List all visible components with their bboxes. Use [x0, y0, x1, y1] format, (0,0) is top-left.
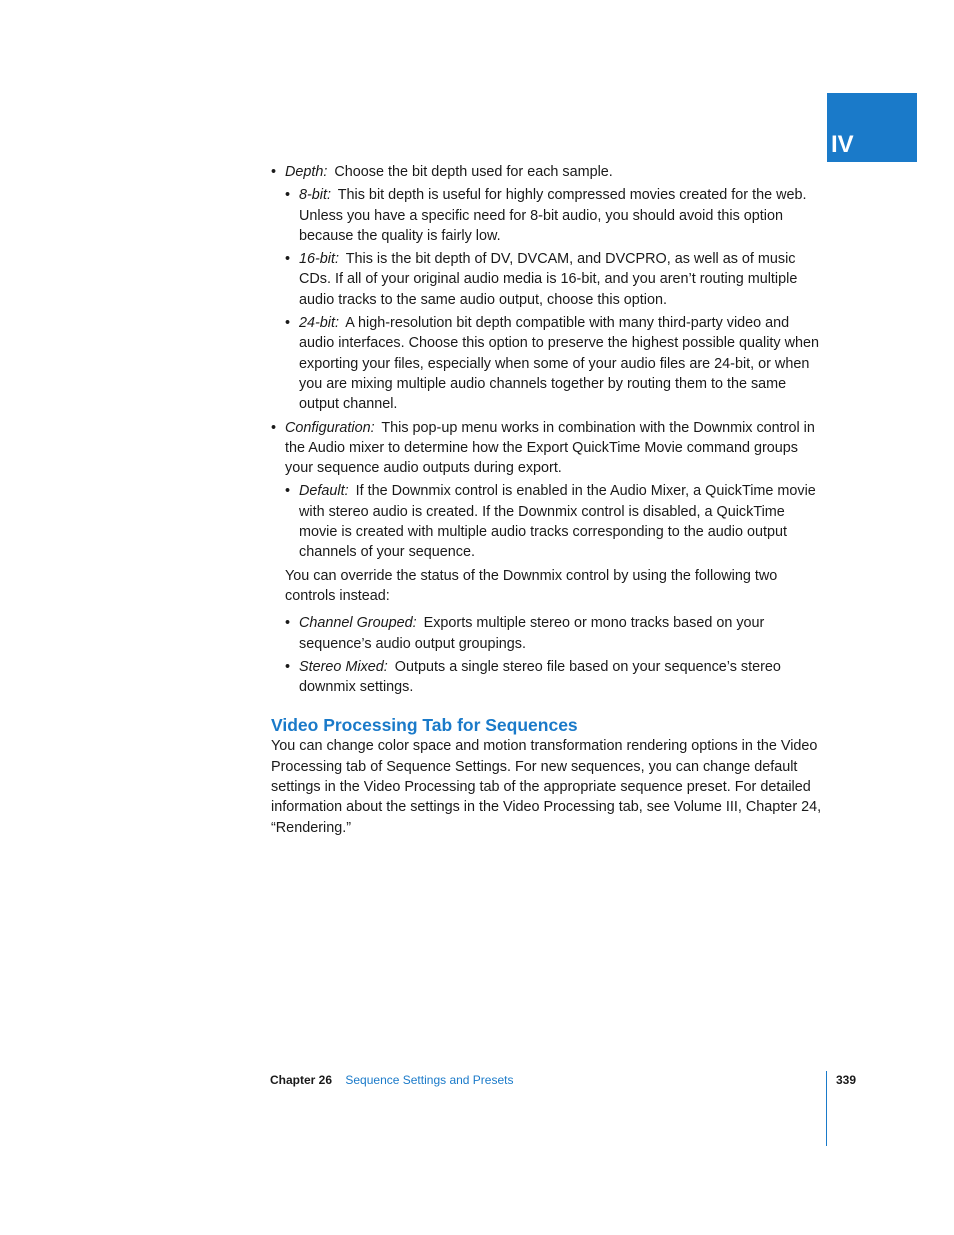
channel-grouped-item — [271, 613, 827, 654]
page-footer — [270, 1072, 860, 1088]
footer-chapter: Chapter 26 — [270, 1073, 333, 1087]
footer-chapter-title: Sequence Settings and Presets — [345, 1073, 514, 1087]
override-paragraph: You can override the status of the Downmix control by using the following two controls instead: — [285, 567, 778, 604]
bullet: • — [285, 187, 291, 204]
bullet: • — [271, 164, 277, 180]
bullet: • — [271, 419, 277, 436]
depth-24bit-item — [271, 313, 827, 414]
stereo-mixed-item — [271, 657, 827, 698]
configuration-item — [271, 418, 827, 479]
text: This bit depth is useful for highly compressed movies created for the web. Unless you have a specific need for 8-bit audio, you should avoid this option because the quality is fairly low. — [299, 187, 807, 244]
text: If the Downmix control is enabled in the Audio Mixer, a QuickTime movie with stereo audio is created. If the Downmix control is disabled, a QuickTime movie is created with multiple audio tracks corresponding to the audio output channels of your sequence. — [299, 483, 816, 561]
depth-item — [271, 162, 827, 182]
section-heading: Video Processing Tab for Sequences — [271, 715, 578, 736]
part-tab — [827, 93, 917, 162]
text: Outputs a single stereo file based on your sequence’s stereo downmix settings. — [299, 658, 781, 696]
term: 16-bit: — [299, 251, 339, 268]
footer-divider — [826, 1071, 827, 1146]
term: 24-bit: — [299, 315, 339, 332]
bullet: • — [285, 658, 291, 675]
bullet: • — [285, 483, 291, 500]
term: Stereo Mixed: — [299, 658, 388, 675]
bullet: • — [285, 251, 291, 268]
configuration-term: Configuration: — [285, 419, 375, 436]
configuration-text: This pop-up menu works in combination with the Downmix control in the Audio mixer to determine how the Export QuickTime Movie command groups your sequence audio outputs during export. — [285, 419, 815, 477]
depth-text: Choose the bit depth used for each sample. — [334, 164, 613, 180]
part-tab-label: IV — [831, 131, 854, 158]
configuration-default-item — [271, 481, 827, 562]
text: This is the bit depth of DV, DVCAM, and DVCPRO, as well as of music CDs. If all of your original audio media is 16-bit, and you aren’t routing multiple audio tracks to the same audio output, choose this option. — [299, 251, 798, 308]
depth-term: Depth: — [285, 164, 328, 180]
section-body: You can change color space and motion transformation rendering options in the Video Processing tab of Sequence Settings. For new sequences, you can change default settings in the Video Processing tab of the appropriate sequence preset. For detailed information about the settings in the Video Processing tab, see Volume III, Chapter 24, “Rendering.” — [271, 738, 822, 836]
text: A high-resolution bit depth compatible with many third-party video and audio interfaces. Choose this option to preserve the highest possible quality when exporting your files, especially when some of your audio files are 24-bit, or when you are mixing multiple audio channels together by routing them to the same output channel. — [299, 315, 819, 413]
term: Channel Grouped: — [299, 615, 417, 632]
bullet: • — [285, 615, 291, 632]
text: Exports multiple stereo or mono tracks based on your sequence’s audio output groupings. — [299, 615, 765, 652]
term: Default: — [299, 483, 349, 500]
page-number: 339 — [836, 1073, 857, 1087]
depth-16bit-item — [271, 249, 827, 310]
bullet: • — [285, 315, 291, 332]
term: 8-bit: — [299, 187, 331, 204]
page-content — [271, 162, 827, 838]
depth-8bit-item — [271, 185, 827, 246]
